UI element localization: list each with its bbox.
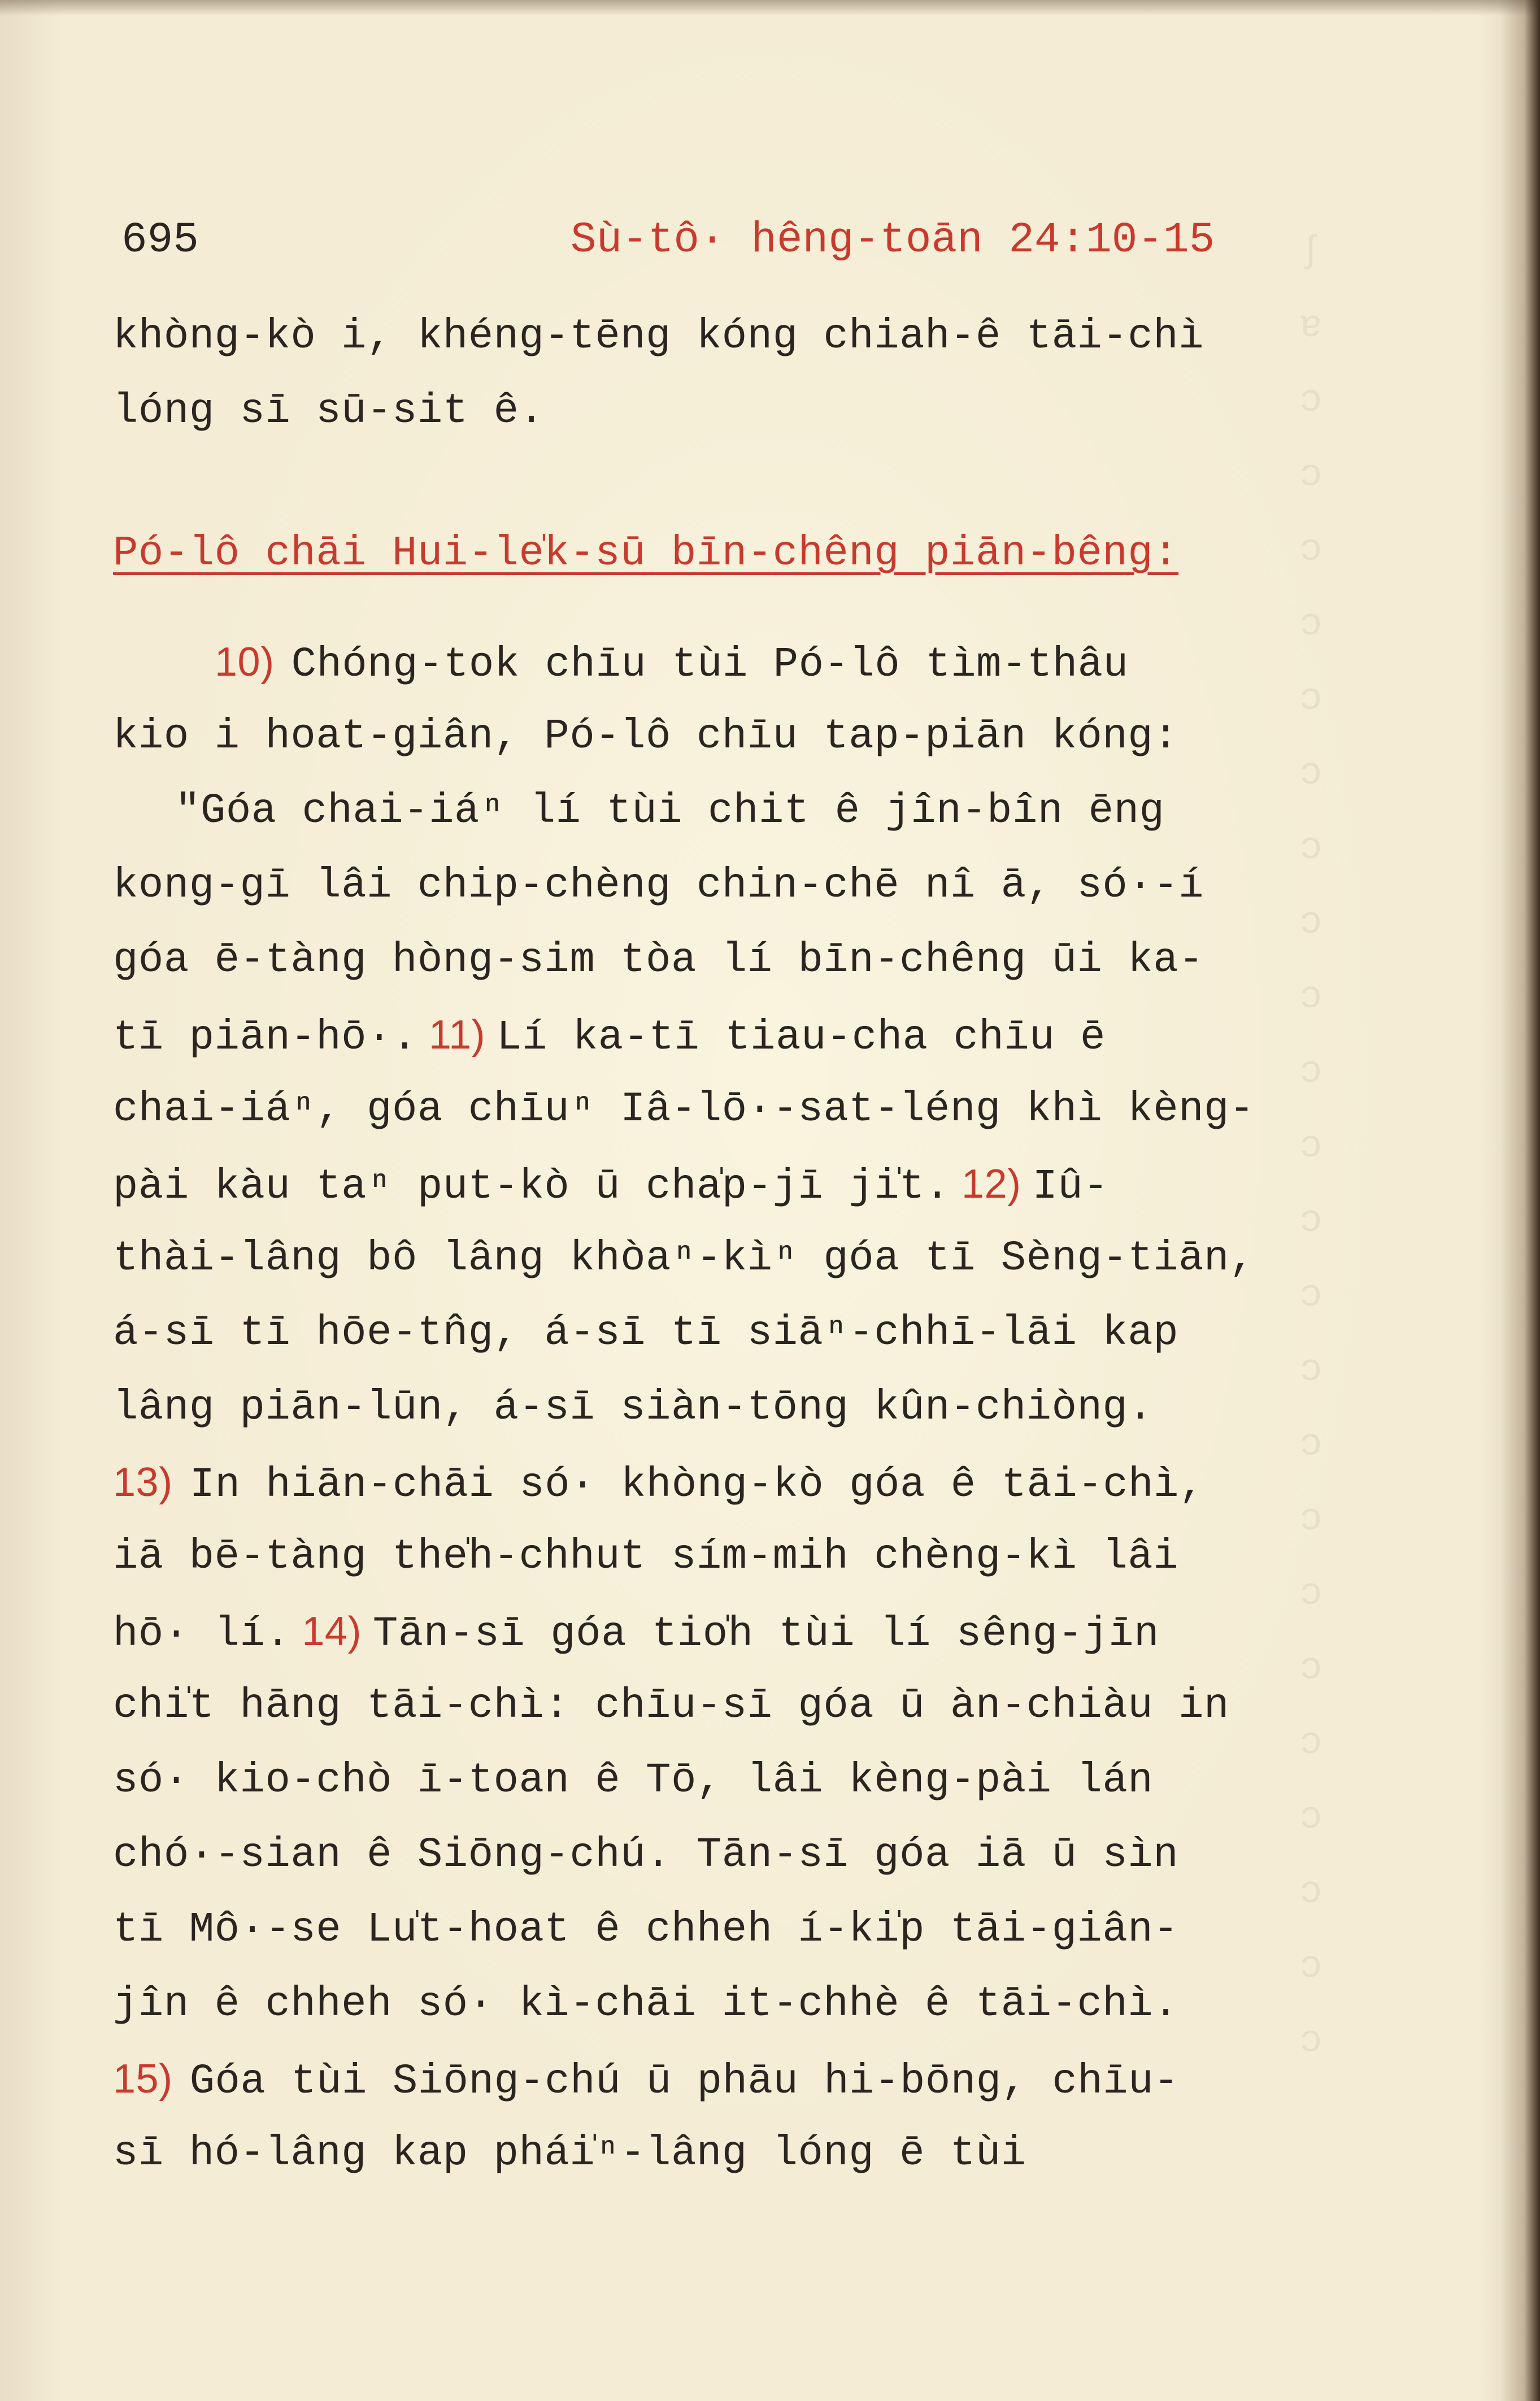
verse-text: Tān-sī góa tio̍h tùi lí sêng-jīn [372,1611,1160,1658]
verse-text: hō· lí. [113,1611,291,1658]
verse-text: pài kàu taⁿ put-kò ū cha̍p-jī ji̍t. [113,1163,950,1211]
text-line: só· kio-chò ī-toan ê Tō, lâi kèng-pài lán [113,1757,1154,1804]
verse-number: 11) [428,1012,486,1058]
text-line [113,1594,1429,1669]
verse-text: Iû- [1032,1163,1109,1211]
verse-number: 10) [215,640,275,685]
text-line: góa ē-tàng hòng-sim tòa lí bīn-chêng ūi ka- [113,937,1204,984]
text-line: chi̍t hāng tāi-chì: chīu-sī góa ū àn-chiàu in [113,1682,1229,1730]
running-title: Sù-tô· hêng-toān 24:10-15 [571,216,1215,264]
text-line: kong-gī lâi chip-chèng chin-chē nî ā, só·-í [113,862,1204,910]
page-number: 695 [121,216,199,264]
verse-number: 12) [961,1162,1021,1207]
text-line: kio i hoat-giân, Pó-lô chīu tap-piān kóng: [113,713,1179,760]
text-line [113,2042,1429,2116]
text-line: lóng sī sū-sit ê. [113,388,545,435]
text-line: tī Mô·-se Lu̍t-hoat ê chheh í-ki̍p tāi-giân- [113,1906,1179,1954]
text-line [113,1147,1429,1221]
verse-text: Góa tùi Siōng-chú ū phāu hi-bōng, chīu- [189,2058,1179,2106]
verse-text: In hiān-chāi só· khòng-kò góa ê tāi-chì, [189,1462,1204,1509]
text-line [113,1445,1429,1520]
page-top-shadow [0,0,1540,16]
text-line: chó·-sian ê Siōng-chú. Tān-sī góa iā ū sìn [113,1832,1179,1879]
verse-number: 13) [113,1460,173,1505]
text-line: "Góa chai-iáⁿ lí tùi chit ê jîn-bîn ēng [175,788,1165,835]
bleed-through-text: ʃ ɐ ɔ ɔ ɔ ɔ ɔ ɔ ɔ ɔ ɔ ɔ ɔ ɔ ɔ ɔ ɔ ɔ ɔ ɔ ɔ ɔ ɔ ɔ ɔ [1299,230,1323,2063]
text-line [113,998,1429,1072]
section-heading: Pó-lô chāi Hui-le̍k-sū bīn-chêng piān-bêng: [113,530,1179,577]
verse-text: Lí ka-tī tiau-cha chīu ē [497,1014,1106,1062]
text-line: sī hó-lâng kap phái̍ⁿ-lâng lóng ē tùi [113,2130,1026,2177]
verse-number: 15) [113,2056,173,2102]
verse-number: 14) [302,1609,362,1654]
verse-text: tī piān-hō·. [113,1014,417,1062]
text-line: á-sī tī hōe-tn̂g, á-sī tī siāⁿ-chhī-lāi kap [113,1310,1179,1357]
text-line: iā bē-tàng the̍h-chhut sím-mih chèng-kì lâi [113,1533,1179,1581]
page-header [121,209,1421,271]
text-line: jîn ê chheh só· kì-chāi it-chhè ê tāi-chì. [113,1981,1179,2028]
page-body [113,299,1429,2191]
verse-text: Chóng-tok chīu tùi Pó-lô tìm-thâu [291,641,1129,689]
text-line: thài-lâng bô lâng khòaⁿ-kìⁿ góa tī Sèng-tiān, [113,1235,1255,1282]
text-line [113,625,1429,699]
text-line: chai-iáⁿ, góa chīuⁿ Iâ-lō·-sat-léng khì kèng- [113,1086,1255,1133]
text-line: lâng piān-lūn, á-sī siàn-tōng kûn-chiòng. [113,1384,1154,1432]
text-line: khòng-kò i, khéng-tēng kóng chiah-ê tāi-chì [113,313,1204,360]
